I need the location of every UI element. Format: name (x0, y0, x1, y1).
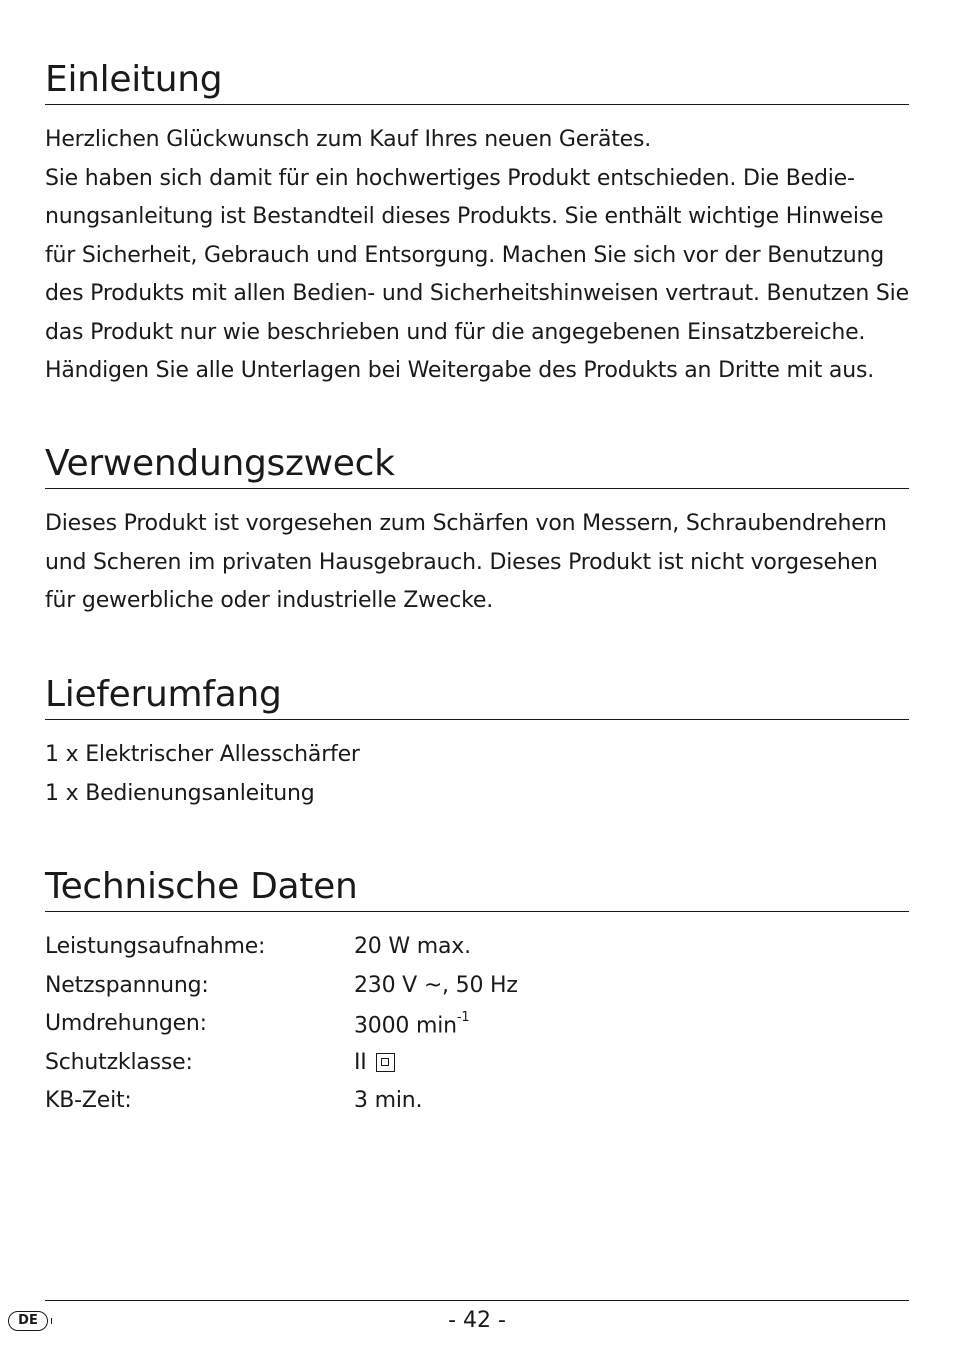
paragraph-line: nungsanleitung ist Bestandteil dieses Produkts. Sie enthält wichtige Hinweise (45, 204, 884, 229)
verwendungszweck-text (45, 505, 909, 621)
language-badge: DE (8, 1311, 48, 1331)
paragraph-line: das Produkt nur wie beschrieben und für die angegebenen Einsatzbereiche. (45, 319, 866, 345)
paragraph-line: für Sicherheit, Gebrauch und Entsorgung. Machen Sie sich vor der Benutzung (45, 242, 884, 268)
tech-value (354, 1044, 395, 1083)
tech-table (45, 928, 909, 1121)
heading-einleitung: Einleitung (45, 58, 909, 105)
tech-value: 230 V ~, 50 Hz (354, 972, 518, 998)
tech-label: KB-Zeit: (45, 1088, 132, 1113)
tech-label: Umdrehungen: (45, 1011, 207, 1036)
tech-row (45, 928, 909, 967)
tech-label: Netzspannung: (45, 972, 209, 998)
paragraph-line: für gewerbliche oder industrielle Zwecke. (45, 588, 494, 613)
tech-label: Leistungsaufnahme: (45, 934, 266, 959)
lieferumfang-list (45, 736, 909, 813)
tech-row (45, 967, 909, 1006)
paragraph-line: Sie haben sich damit für ein hochwertiges Produkt entschieden. Die Bedie- (45, 165, 855, 191)
tech-label: Schutzklasse: (45, 1049, 193, 1075)
tech-value: 20 W max. (354, 934, 471, 959)
heading-technische-daten: Technische Daten (45, 865, 909, 912)
tech-value-superscript: -1 (456, 1010, 470, 1026)
tech-value: 3 min. (354, 1088, 423, 1113)
page-number: - 42 - (448, 1308, 506, 1333)
list-item: 1 x Bedienungsanleitung (45, 780, 315, 806)
section-lieferumfang (45, 673, 909, 813)
section-verwendungszweck (45, 442, 909, 621)
tech-row (45, 1044, 909, 1083)
heading-verwendungszweck: Verwendungszweck (45, 442, 909, 489)
einleitung-text (45, 121, 909, 391)
paragraph-line: Händigen Sie alle Unterlagen bei Weitergabe des Produkts an Dritte mit aus. (45, 358, 875, 383)
paragraph-line: Herzlichen Glückwunsch zum Kauf Ihres neuen Gerätes. (45, 127, 652, 152)
paragraph-line: und Scheren im privaten Hausgebrauch. Dieses Produkt ist nicht vorgesehen (45, 549, 878, 575)
heading-lieferumfang: Lieferumfang (45, 673, 909, 720)
paragraph-line: des Produkts mit allen Bedien- und Sicherheitshinweisen vertraut. Benutzen Sie (45, 281, 909, 306)
protection-class-ii-icon (376, 1053, 395, 1072)
list-item: 1 x Elektrischer Allesschärfer (45, 742, 360, 767)
section-einleitung (45, 58, 909, 391)
paragraph-line: Dieses Produkt ist vorgesehen zum Schärfen von Messern, Schraubendrehern (45, 511, 887, 536)
tech-value-text: II (354, 1049, 367, 1075)
tech-row (45, 1005, 909, 1044)
section-technische-daten (45, 865, 909, 1121)
tech-row (45, 1082, 909, 1121)
tech-value-text: 3000 min (354, 1013, 457, 1039)
footer-divider (45, 1300, 909, 1301)
tech-value (354, 1002, 469, 1046)
